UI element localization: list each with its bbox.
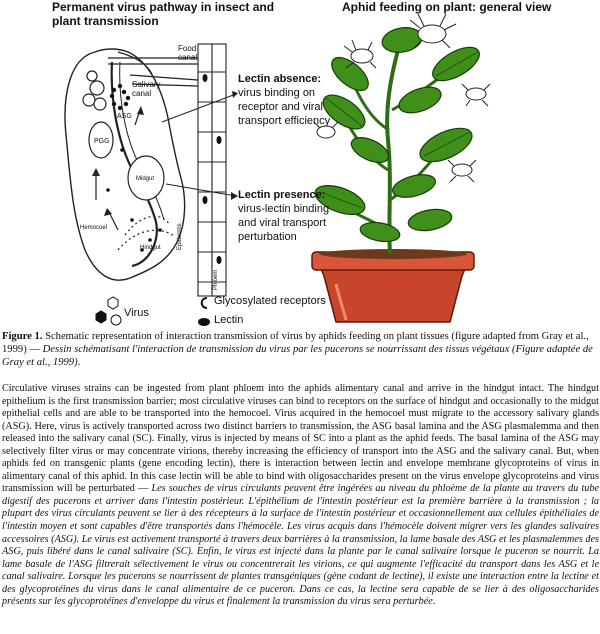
food-canal-label bbox=[178, 44, 197, 62]
body-french: Les souches de virus circulants peuvent être ingérées au niveau du phloème de la plante au travers du tube digestif des pucerons et arriver dans l'intestin postérieur. L'épithélium de l'intestin postérieur est la première barrière à la transmission ; la plupart des virus circulants peuvent se lier à des récepteurs à la surface de l'intestin postérieur et occasionnellement aux cellules épithéliales de l'intestin moyen et sont capables d'être transportés dans l'hémocèle. Les virus acquis dans l'hémocèle doivent migrer vers les glandes salivaires accessoires (ASG). Le virus est activement transporté à travers deux barrières à la transmission, la lame basale des ASG et les plasmalemmes des ASG, puis libéré dans le canal salivaire (SC). Enfin, le virus est injecté dans la plante par le canal salivaire lorsque le puceron se nourrit. La lame basale de l'ASG filtrerait sélectivement le virus ou concentrerait les virions, ce qui augmente l'efficacité du transport dans les ASG et le canal salivaire. Lorsque les pucerons se nourrissent de plantes transgéniques (gène codant de lectine), il existe une interaction entre la lectine et des glycoprotéines du virus dans le canal alimentaire de ce puceron. Dans ce cas, la lectine sera capable de se lier à des oligosaccharides présents sur les glycoprotéines d'enveloppe du virus et finalement la transmission du virus sera perturbée bbox=[2, 483, 600, 608]
lectin-absence-line1: virus binding on bbox=[238, 87, 316, 99]
legend-lectin-icon bbox=[198, 318, 210, 326]
lectin-absence-note bbox=[238, 72, 348, 128]
potted-plant-illustration bbox=[311, 14, 490, 322]
lectin-absence-line3: transport efficiency bbox=[238, 115, 331, 127]
caption-lead: Figure 1. bbox=[2, 331, 43, 342]
lectin-absence-line2: receptor and viral bbox=[238, 101, 323, 113]
phloem-label: Phloem bbox=[213, 269, 219, 290]
caption-french: Dessin schématisant l'interaction de transmission du virus par les pucerons se nourrissant des tissus végétaux (Figure adaptée de Gray et al., 1999) bbox=[2, 344, 593, 368]
food-canal-line2: canal bbox=[178, 53, 198, 62]
right-figure-title: Aphid feeding on plant: general view bbox=[342, 0, 552, 14]
caption-end: . bbox=[77, 357, 81, 368]
legend-virus-icons bbox=[96, 297, 121, 325]
body-end: . bbox=[432, 596, 436, 608]
body-english: Circulative viruses strains can be ingested from plant phloem into the aphids alimentary canal and arrive in the hindgut intact. The hindgut epithelium is the first transmission barrier; most circulative viruses can bind to receptors on the surface of hindgut and occasionally to the midgut epithelial cells and are able to be transported into the hemocoel. Virus acquired in the hemocoel must migrate to the accessory salivary glands (ASG). Here, virus is actively transported across two distinct barriers to transmission, the ASG basal lamina and the ASG plasmalemma and then released into the salivary canal (SC). Finally, virus is injected by means of SC into a plant as the aphid feeds. The basal lamina of the ASG may selectively filter virus or may concentrate virions, thereby increasing the efficiency of transport into the ASG and the salivary canal. But, when aphids fed on transgenic plants (gene encoding lectin), there is interaction between lectin and envelope membrane glycoproteins of virus in alimentary canal of this aphid. In this case lectin will be able to bind with oligosaccharides present on the virus envelope glycoproteins and virus transmission will be perturbated — bbox=[2, 383, 599, 495]
body-paragraph bbox=[2, 383, 599, 609]
hindgut-label: Hindgut bbox=[140, 245, 161, 251]
hemocoel-label: Hemocoel bbox=[80, 225, 108, 231]
legend-receptor-icon bbox=[202, 298, 207, 308]
lectin-presence-note bbox=[238, 188, 348, 244]
lectin-presence-title: Lectin presence: bbox=[238, 189, 326, 201]
pgg-label: PGG bbox=[94, 138, 110, 145]
left-title-line2: plant transmission bbox=[52, 14, 159, 28]
salivary-canal-label bbox=[132, 80, 160, 98]
lectin-absence-title: Lectin absence: bbox=[238, 73, 322, 85]
left-title-line1: Permanent virus pathway in insect and bbox=[52, 0, 275, 14]
midgut-label: Midgut bbox=[136, 176, 155, 182]
legend-virus-label: Virus bbox=[124, 307, 149, 319]
salivary-canal-line2: canal bbox=[132, 89, 152, 98]
plant-tissue-column bbox=[198, 44, 226, 296]
asg-label: ASG bbox=[117, 113, 132, 120]
legend-receptors-label: Glycosylated receptors bbox=[214, 295, 326, 307]
lectin-presence-line3: perturbation bbox=[238, 231, 297, 243]
lectin-presence-line2: and viral transport bbox=[238, 217, 327, 229]
figure-caption bbox=[2, 330, 598, 369]
epidermis-label: Epidermis bbox=[177, 223, 183, 250]
lectin-presence-line1: virus-lectin binding bbox=[238, 203, 330, 215]
legend-lectin-label: Lectin bbox=[214, 314, 244, 326]
food-canal-line1: Food bbox=[178, 44, 197, 53]
salivary-canal-line1: Salivary bbox=[132, 80, 161, 89]
caption-english: Schematic representation of interaction transmission of virus by aphids feeding on plant tissues (figure adapted from Gray et al., 1999) — bbox=[2, 331, 589, 355]
